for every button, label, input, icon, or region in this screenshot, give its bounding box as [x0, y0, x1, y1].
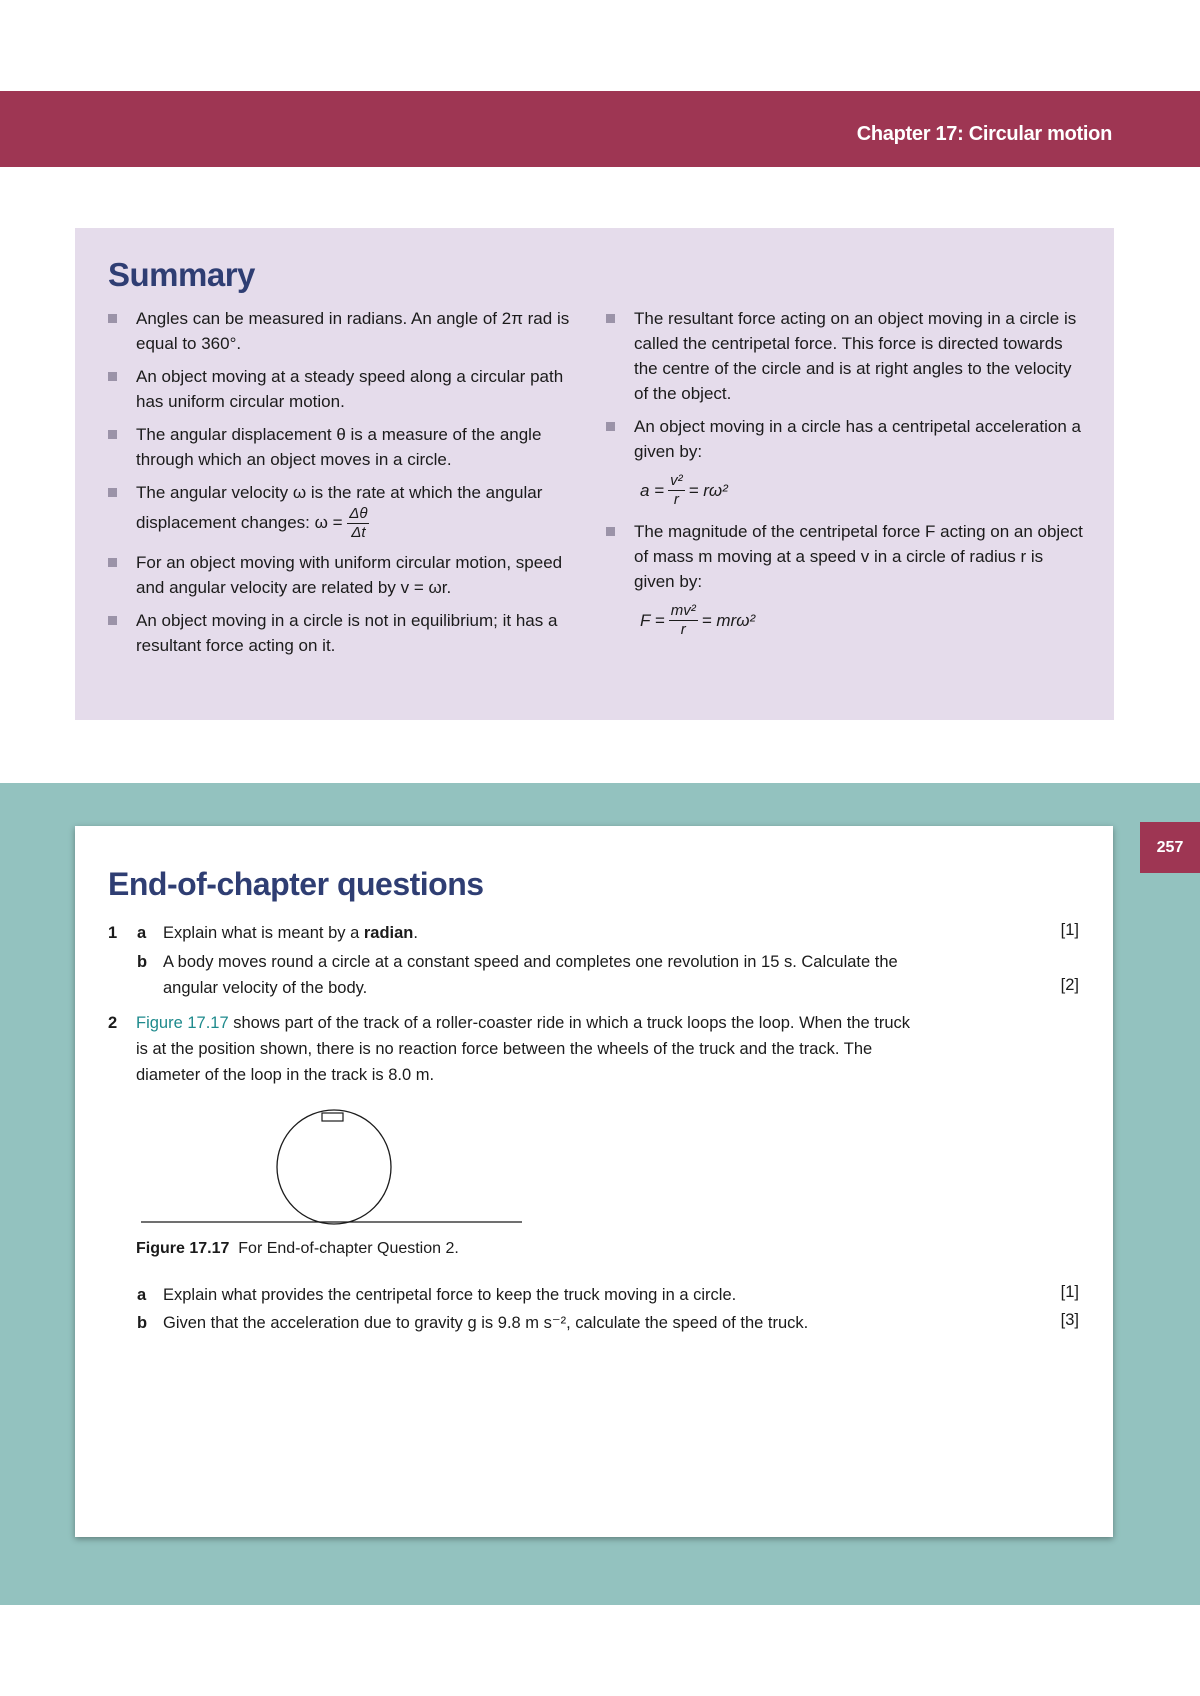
question-text: angular velocity of the body. — [163, 979, 368, 997]
summary-item: An object moving in a circle has a centripetal acceleration a given by: — [606, 414, 1086, 464]
omega-fraction: $\frac{\Delta\theta}{\Delta t}$ — [349, 505, 368, 541]
force-formula: F = $\frac{\text{mv²}}{r}$ = mrω² — [640, 602, 756, 638]
chapter-title: Chapter 17: Circular motion — [856, 123, 1112, 145]
summary-item: An object moving at a steady speed along a circular path has uniform circular motion. — [108, 364, 578, 414]
question-text: A body moves round a circle at a constant speed and completes one revolution in 15 s. Calculate the — [163, 953, 898, 971]
part-label: a — [137, 1286, 147, 1304]
page-number-tab: 257 — [1140, 822, 1200, 873]
marks: [1] — [1060, 1283, 1079, 1301]
question-text: Explain what is meant by a radian. — [163, 924, 418, 942]
summary-item: An object moving in a circle is not in equilibrium; it has a resultant force acting on it. — [108, 608, 578, 658]
question-number: 1 — [108, 924, 118, 942]
question-number: 2 — [108, 1014, 118, 1032]
loop-track — [277, 1110, 391, 1224]
summary-item: For an object moving with uniform circular motion, speed and angular velocity are related by v = ωr. — [108, 550, 578, 600]
figure-caption: Figure 17.17 For End-of-chapter Question 2. — [136, 1240, 459, 1257]
marks: [3] — [1060, 1311, 1079, 1329]
bullet-square-icon — [108, 488, 117, 497]
bullet-square-icon — [108, 558, 117, 567]
figure-link[interactable]: Figure 17.17 — [136, 1014, 229, 1032]
summary-item: The resultant force acting on an object moving in a circle is called the centripetal force. This force is directed towards the centre of the circle and is at right angles to the velocity of the object. — [606, 306, 1086, 406]
summary-item: The angular velocity ω is the rate at which the angular displacement changes: ω = $\frac{\Delta\theta}{\Delta t}$ — [108, 480, 578, 542]
bullet-square-icon — [108, 616, 117, 625]
summary-left-column — [108, 306, 578, 666]
questions-title: End-of-chapter questions — [108, 866, 484, 902]
part-label: a — [137, 924, 147, 942]
summary-item: Angles can be measured in radians. An angle of 2π rad is equal to 360°. — [108, 306, 578, 356]
marks: [2] — [1060, 976, 1079, 994]
summary-title: Summary — [108, 256, 255, 293]
bullet-square-icon — [606, 314, 615, 323]
part-label: b — [137, 953, 148, 971]
roller-coaster-loop-diagram — [135, 1105, 525, 1230]
bullet-square-icon — [108, 314, 117, 323]
question-text: diameter of the loop in the track is 8.0 m. — [136, 1066, 435, 1084]
acceleration-formula: a = $\frac{\text{v²}}{r}$ = rω² — [640, 472, 728, 508]
summary-right-column — [606, 306, 1086, 639]
part-label: b — [137, 1314, 148, 1332]
summary-item: The angular displacement θ is a measure of the angle through which an object moves in a circle. — [108, 422, 578, 472]
bullet-square-icon — [606, 422, 615, 431]
bullet-square-icon — [606, 527, 615, 536]
question-text: Explain what provides the centripetal force to keep the truck moving in a circle. — [163, 1286, 737, 1304]
bullet-square-icon — [108, 372, 117, 381]
marks: [1] — [1060, 921, 1079, 939]
question-text: Given that the acceleration due to gravity g is 9.8 m s⁻², calculate the speed of the truck. — [163, 1314, 809, 1332]
question-text: is at the position shown, there is no reaction force between the wheels of the truck and the track. The — [136, 1040, 873, 1058]
summary-item: The magnitude of the centripetal force F acting on an object of mass m moving at a speed v in a circle of radius r is given by: — [606, 519, 1086, 594]
truck — [322, 1113, 343, 1121]
question-text: Figure 17.17 shows part of the track of a roller-coaster ride in which a truck loops the loop. When the truck — [136, 1014, 911, 1032]
bullet-square-icon — [108, 430, 117, 439]
